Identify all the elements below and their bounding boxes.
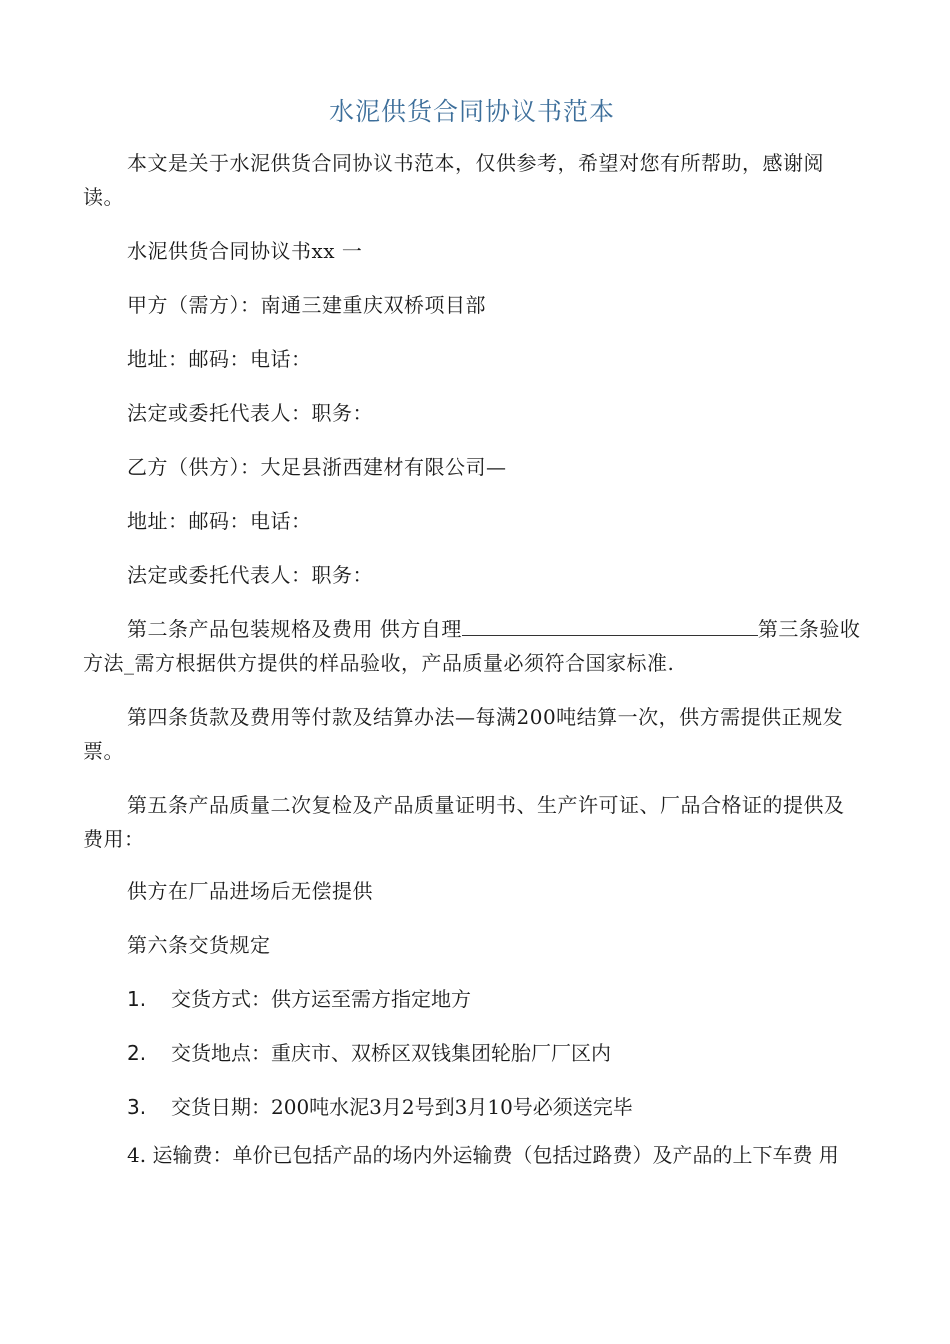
article-3-text: 第三条验收方法_需方根据供方提供的样品验收，产品质量必须符合国家标准.	[83, 617, 861, 675]
list-item	[127, 1036, 863, 1070]
party-b-line: 乙方（供方）：大足县浙西建材有限公司—	[127, 455, 507, 479]
article-4-paragraph: 第四条货款及费用等付款及结算办法—每满200吨结算一次，供方需提供正规发票。	[83, 705, 844, 763]
article-6-heading: 第六条交货规定	[127, 933, 271, 957]
intro-paragraph: 本文是关于水泥供货合同协议书范本，仅供参考，希望对您有所帮助，感谢阅读。	[83, 151, 824, 209]
document-title: 水泥供货合同协议书范本	[328, 97, 615, 126]
article-2-3-paragraph	[83, 612, 863, 680]
list-item	[127, 1090, 863, 1124]
list-item-number: 1.	[127, 987, 147, 1011]
list-item-number: 2.	[127, 1041, 147, 1065]
list-item-4	[83, 1138, 863, 1172]
list-item-text: 交货方式：供方运至需方指定地方	[171, 987, 471, 1011]
contract-heading: 水泥供货合同协议书xx 一	[127, 239, 363, 263]
list-item	[127, 982, 863, 1016]
party-a-address-line: 地址：邮码：电话：	[127, 347, 312, 371]
party-b-representative-line: 法定或委托代表人：职务：	[127, 563, 373, 587]
list-item-text: 交货日期：200吨水泥3月2号到3月10号必须送完毕	[171, 1095, 633, 1119]
article-5-paragraph: 第五条产品质量二次复检及产品质量证明书、生产许可证、厂品合格证的提供及费用：	[83, 793, 845, 851]
list-item-number: 4.	[127, 1143, 147, 1167]
list-item-number: 3.	[127, 1095, 147, 1119]
party-a-line: 甲方（需方）：南通三建重庆双桥项目部	[127, 293, 486, 317]
fill-in-blank-line	[462, 615, 758, 636]
article-2-text: 第二条产品包装规格及费用 供方自理	[127, 617, 462, 641]
article-5-detail: 供方在厂品进场后无偿提供	[127, 879, 373, 903]
party-a-representative-line: 法定或委托代表人：职务：	[127, 401, 373, 425]
list-item-text: 运输费：单价已包括产品的场内外运输费（包括过路费）及产品的上下车费 用	[152, 1143, 839, 1167]
list-item-text: 交货地点：重庆市、双桥区双钱集团轮胎厂厂区内	[171, 1041, 611, 1065]
party-b-address-line: 地址：邮码：电话：	[127, 509, 312, 533]
